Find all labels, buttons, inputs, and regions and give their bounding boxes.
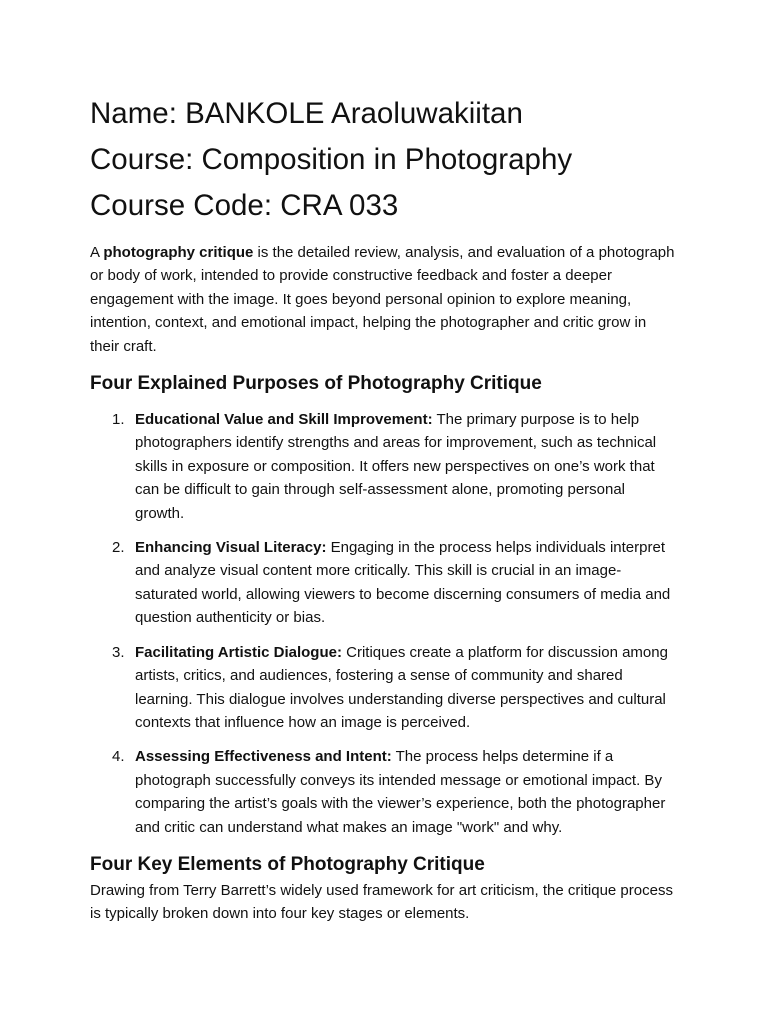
purposes-list xyxy=(90,408,678,839)
course-name: Course: Composition in Photography xyxy=(90,143,573,176)
list-item xyxy=(90,408,678,525)
list-item-number: 1. xyxy=(112,411,125,429)
list-item-title: Assessing Effectiveness and Intent: xyxy=(135,748,392,766)
intro-paragraph xyxy=(90,241,678,358)
list-item xyxy=(90,536,678,630)
intro-rest: is the detailed review, analysis, and evaluation of a photograph or body of work, intended to provide constructive feedback and foster a deeper engagement with the image. It goes beyond personal opinion to explore meaning, intention, context, and emotional impact, helping the photographer and critic grow in their craft. xyxy=(90,244,675,355)
course-code: Course Code: CRA 033 xyxy=(90,189,399,222)
list-item-text: Engaging in the process helps individuals interpret and analyze visual content more critically. This skill is crucial in an image-saturated world, allowing viewers to become discerning consumers of media and question authenticity or bias. xyxy=(135,539,671,627)
purposes-heading: Four Explained Purposes of Photography Critique xyxy=(90,373,542,395)
list-item-text: The process helps determine if a photograph successfully conveys its intended message or emotional impact. By comparing the artist’s goals with the viewer’s experience, both the photographer and critic can understand what makes an image "work" and why. xyxy=(135,748,666,836)
list-item-number: 3. xyxy=(112,643,125,661)
list-item-text: The primary purpose is to help photographers identify strengths and areas for improvement, such as technical skills in exposure or composition. It offers new perspectives on one’s work that can be difficult to gain through self-assessment alone, promoting personal growth. xyxy=(135,411,657,522)
intro-term: photography critique xyxy=(103,244,254,261)
list-item xyxy=(90,745,678,839)
list-item-number: 4. xyxy=(112,748,125,766)
list-item-title: Educational Value and Skill Improvement: xyxy=(135,411,433,429)
elements-heading: Four Key Elements of Photography Critique xyxy=(90,853,485,875)
list-item-title: Facilitating Artistic Dialogue: xyxy=(135,643,342,661)
list-item-number: 2. xyxy=(112,539,125,557)
list-item-text: Critiques create a platform for discussion among artists, critics, and audiences, fostering a sense of community and shared learning. This dialogue involves understanding diverse perspectives and cultural contexts that influence how an image is perceived. xyxy=(135,643,668,731)
intro-lead: A xyxy=(90,244,104,261)
student-name: Name: BANKOLE Araoluwakiitan xyxy=(90,97,523,130)
elements-paragraph: Drawing from Terry Barrett’s widely used framework for art criticism, the critique process is typically broken down into four key stages or elements. xyxy=(90,881,673,923)
list-item xyxy=(90,641,678,735)
list-item-title: Enhancing Visual Literacy: xyxy=(135,539,327,557)
